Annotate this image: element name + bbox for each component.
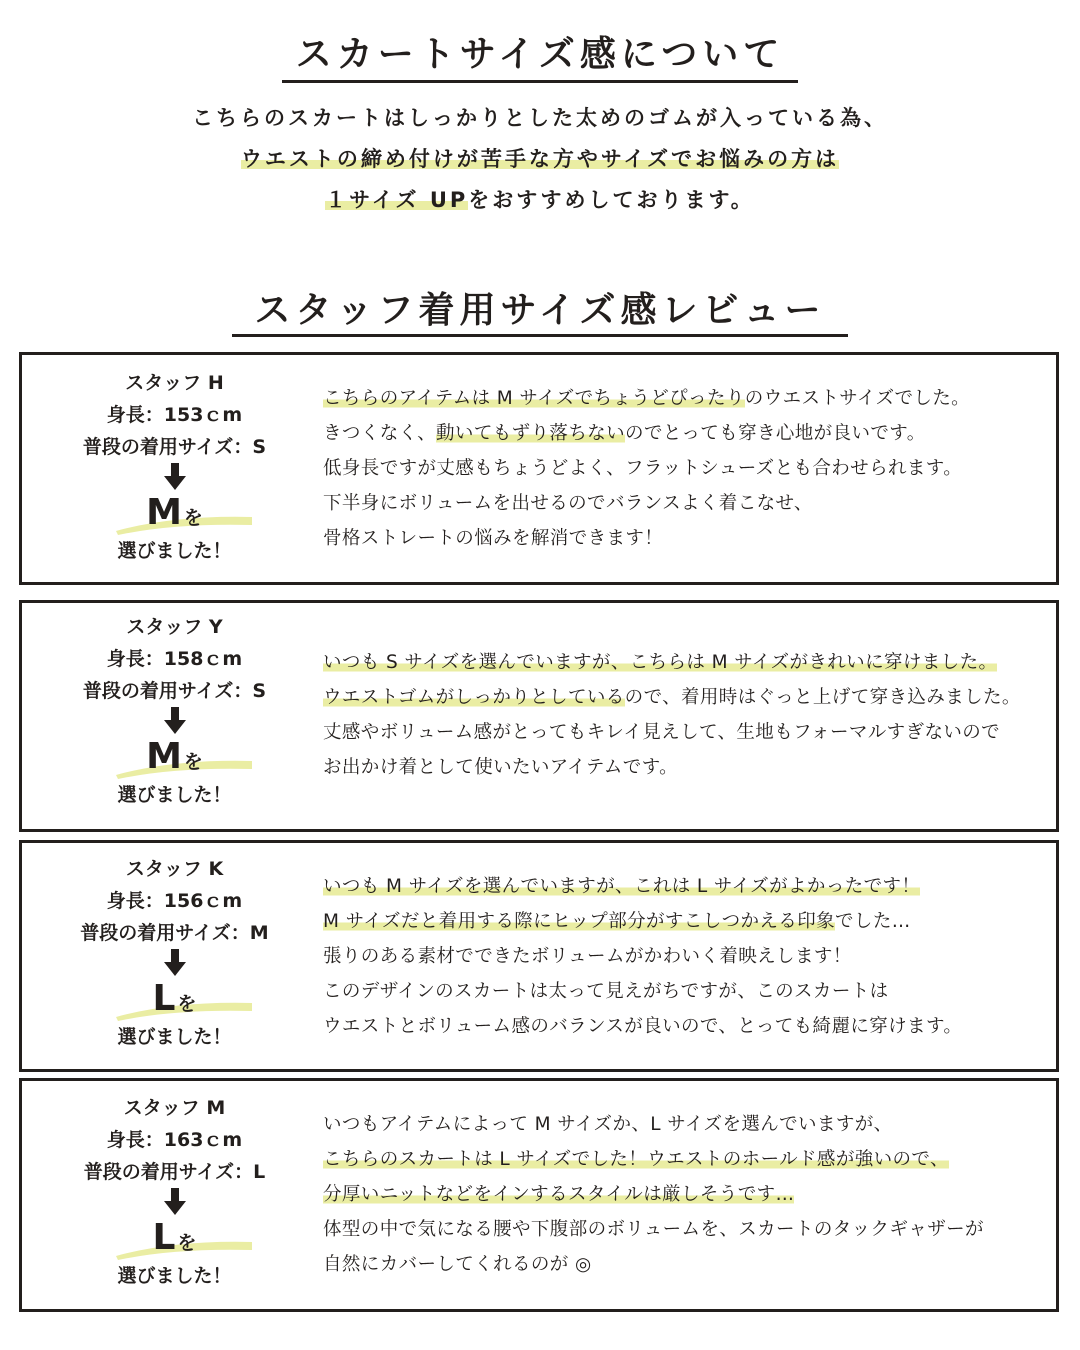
highlight-text: いつも M サイズを選んでいますが、これは L サイズがよかったです！ — [323, 876, 921, 897]
usual-size: 普段の着用サイズ：S — [82, 680, 267, 702]
usual-size: 普段の着用サイズ：M — [80, 922, 269, 944]
intro-line-3: １サイズ UPをおすすめしております。 — [325, 188, 755, 212]
review-text — [323, 645, 1048, 785]
intro-text — [0, 98, 1080, 221]
chosen-size-letter: M — [146, 736, 182, 777]
staff-info — [22, 853, 327, 1053]
review-line: ウエストゴムがしっかりとしているので、着用時はぐっと上げて穿き込みました。 — [323, 687, 1021, 708]
chose-label: 選びました！ — [117, 784, 232, 806]
highlight-text: こちらのスカートは L サイズでした！ウエストのホールド感が強いので、 — [323, 1149, 949, 1170]
chose-label: 選びました！ — [117, 540, 232, 562]
staff-height: 身長：153ｃm — [106, 404, 243, 426]
review-line — [323, 869, 1048, 904]
intro-line-2: ウエストの締め付けが苦手な方やサイズでお悩みの方は — [240, 147, 840, 171]
highlight-text: ウエストゴムがしっかりとしている — [323, 687, 625, 708]
chosen-size: Lを — [22, 977, 327, 1021]
staff-height: 身長：158ｃm — [106, 648, 243, 670]
review-line: 骨格ストレートの悩みを解消できます！ — [323, 528, 664, 549]
chose-label: 選びました！ — [117, 1026, 232, 1048]
usual-size: 普段の着用サイズ：L — [83, 1161, 266, 1183]
review-line: お出かけ着として使いたいアイテムです。 — [323, 757, 679, 778]
review-line: いつもアイテムによって M サイズか、L サイズを選んでいますが、 — [323, 1114, 893, 1135]
review-line: きつくなく、動いてもずり落ちないのでとっても穿き心地が良いです。 — [323, 423, 926, 444]
staff-info — [22, 1092, 327, 1292]
review-line: 丈感やボリューム感がとってもキレイ見えして、生地もフォーマルすぎないので — [323, 722, 1001, 743]
chose-label: 選びました！ — [117, 1265, 232, 1287]
review-line: ウエストとボリューム感のバランスが良いので、とっても綺麗に穿けます。 — [323, 1016, 963, 1037]
highlight-text: 分厚いニットなどをインするスタイルは厳しそうです… — [323, 1184, 795, 1205]
highlight-text: いつも S サイズを選んでいますが、こちらは M サイズがきれいに穿けました。 — [323, 652, 998, 673]
chosen-size-letter: L — [152, 978, 176, 1019]
staff-info — [22, 367, 327, 567]
review-line: 低身長ですが丈感もちょうどよく、フラットシューズとも合わせられます。 — [323, 458, 963, 479]
highlight-text: 動いてもずり落ちない — [436, 423, 626, 444]
highlight-text: M サイズだと着用する際にヒップ部分がすこしつかえる印象 — [323, 911, 836, 932]
staff-height: 身長：163ｃm — [106, 1129, 243, 1151]
review-card — [19, 840, 1059, 1072]
review-card — [19, 352, 1059, 585]
review-line: 下半身にボリュームを出せるのでバランスよく着こなせ、 — [323, 493, 813, 514]
highlight-text: こちらのアイテムは M サイズでちょうどぴったり — [323, 388, 745, 409]
review-line — [323, 1142, 1048, 1177]
title-staff-review: スタッフ着用サイズ感レビュー — [0, 288, 1080, 337]
review-line: M サイズだと着用する際にヒップ部分がすこしつかえる印象でした… — [323, 911, 911, 932]
chosen-size-letter: L — [152, 1217, 176, 1258]
review-card — [19, 600, 1059, 832]
staff-info — [22, 611, 327, 811]
chosen-size: Mを — [22, 735, 327, 779]
review-line: 体型の中で気になる腰や下腹部のボリュームを、スカートのタックギャザーが — [323, 1219, 984, 1240]
arrow-down-icon — [164, 707, 186, 735]
size-up-highlight: １サイズ UP — [325, 188, 469, 212]
review-line: こちらのアイテムは M サイズでちょうどぴったりのウエストサイズでした。 — [323, 388, 971, 409]
review-line — [323, 645, 1048, 680]
arrow-down-icon — [164, 1188, 186, 1216]
title-size-feel: スカートサイズ感について — [0, 32, 1080, 83]
arrow-down-icon — [164, 463, 186, 491]
review-line: 張りのある素材でできたボリュームがかわいく着映えします！ — [323, 946, 852, 967]
staff-name: スタッフ Y — [126, 616, 223, 638]
staff-name: スタッフ K — [125, 858, 224, 880]
arrow-down-icon — [164, 949, 186, 977]
usual-size: 普段の着用サイズ：S — [82, 436, 267, 458]
review-text — [323, 381, 1048, 556]
intro-line-1: こちらのスカートはしっかりとした太めのゴムが入っている為、 — [192, 106, 888, 130]
staff-height: 身長：156ｃm — [106, 890, 243, 912]
review-text — [323, 1107, 1048, 1282]
review-line: 自然にカバーしてくれるのが ◎ — [323, 1254, 592, 1275]
chosen-size: Mを — [22, 491, 327, 535]
staff-name: スタッフ M — [123, 1097, 226, 1119]
staff-name: スタッフ H — [125, 372, 224, 394]
chosen-size-letter: M — [146, 492, 182, 533]
chosen-size: Lを — [22, 1216, 327, 1260]
review-card — [19, 1078, 1059, 1312]
review-text — [323, 869, 1048, 1044]
review-line — [323, 1177, 1048, 1212]
review-line: このデザインのスカートは太って見えがちですが、このスカートは — [323, 981, 889, 1002]
